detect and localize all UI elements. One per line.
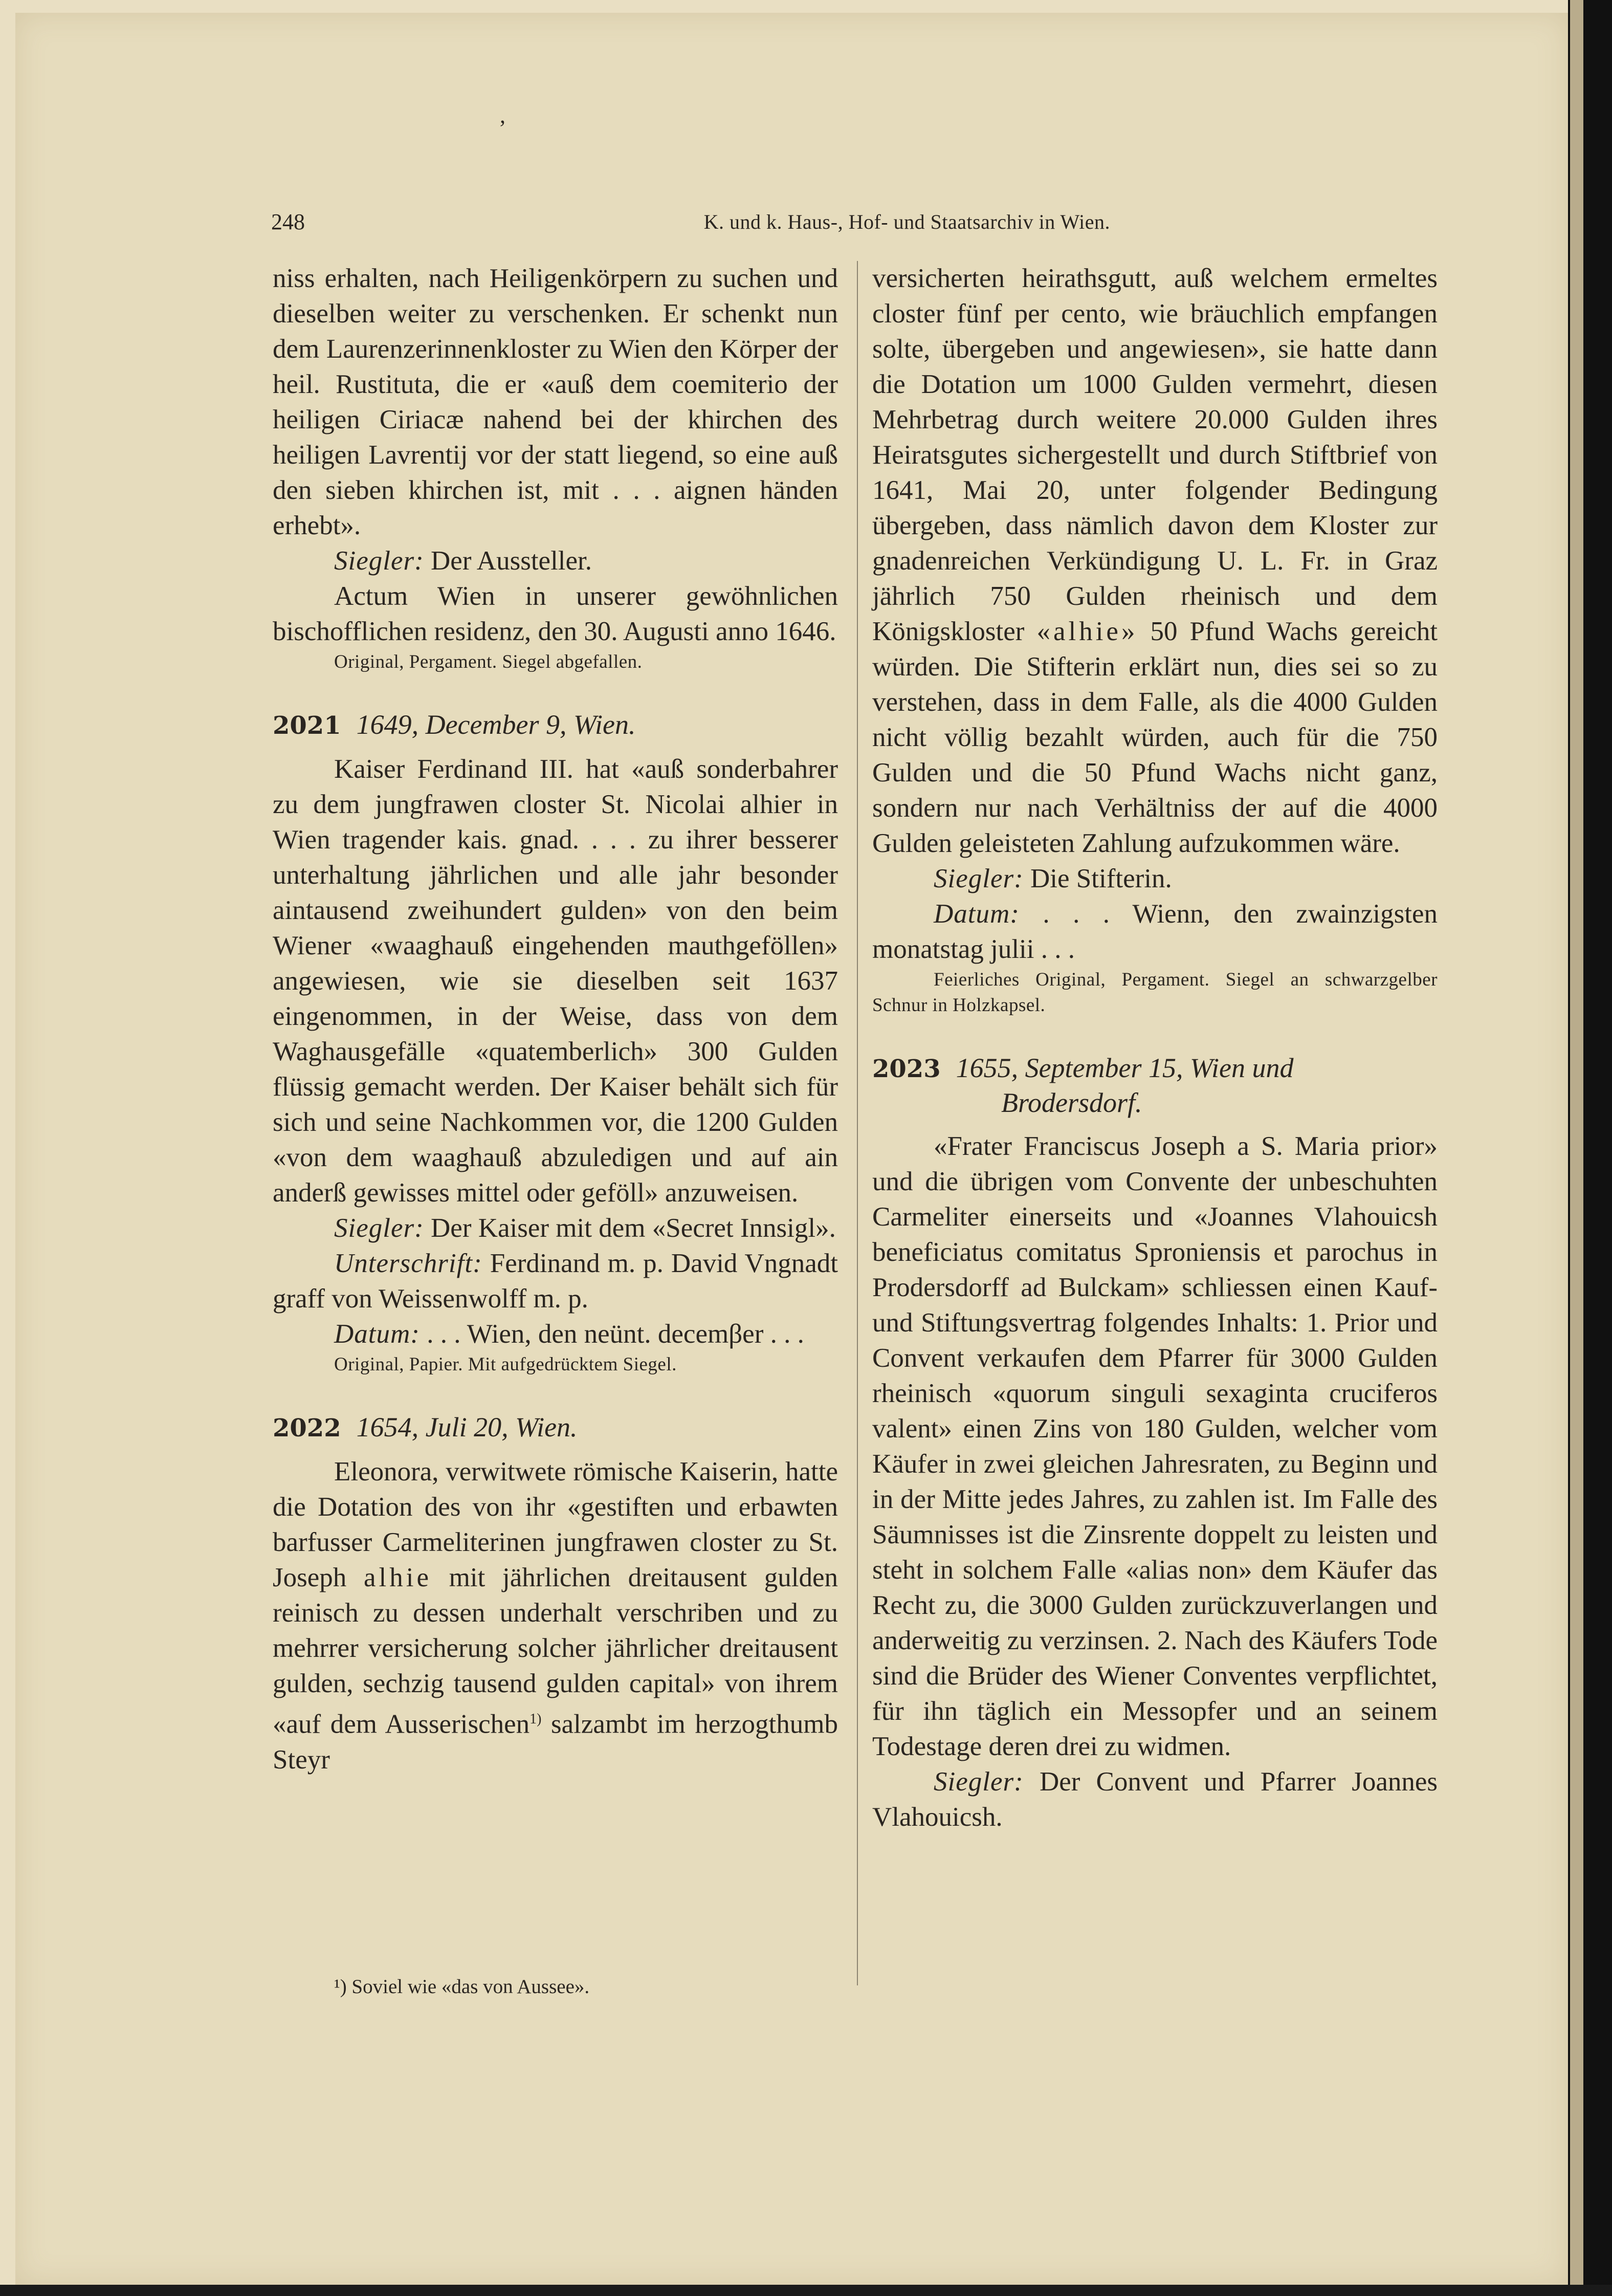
actum-paragraph: Actum Wien in unserer gewöhnlichen bischofflichen residenz, den 30. Augusti anno 1646. <box>273 581 838 646</box>
body-part: Eleonora, verwitwete römische Kaiserin, hatte die Dotation des von ihr «gestiften und erbawten barfusser Carmeliterinen jungfrawen closter zu St. Joseph <box>273 1457 838 1592</box>
continued-paragraph <box>872 261 1438 861</box>
entry-heading-2021 <box>273 708 838 742</box>
datum-label: Datum: <box>934 899 1020 929</box>
scan-edge-right <box>1568 0 1612 2296</box>
datum-line <box>273 1317 838 1352</box>
siegler-label: Siegler: <box>334 546 424 576</box>
siegler-line <box>872 861 1438 896</box>
header-title: K. und k. Haus-, Hof- und Staatsarchiv in Wien. <box>703 210 1110 233</box>
stray-mark: , <box>500 103 505 128</box>
datum-label: Datum: <box>334 1319 420 1349</box>
siegler-label: Siegler: <box>934 864 1024 893</box>
archival-note: Feierliches Original, Pergament. Siegel an schwarzgelber Schnur in Holzkapsel. <box>872 969 1438 1016</box>
siegler-text: Der Kaiser mit dem «Secret Innsigl». <box>431 1213 836 1243</box>
right-column <box>872 261 1438 1835</box>
entry-date: 1649, December 9, Wien. <box>356 709 636 740</box>
entry-body <box>273 1454 838 1778</box>
datum-text: . . . Wienn, den zwainzigsten monatstag julii . . . <box>872 899 1438 964</box>
entry-number: 2021 <box>273 711 341 740</box>
siegler-line <box>273 1211 838 1246</box>
spaced-word: alhie <box>363 1563 432 1592</box>
unterschrift-line <box>273 1246 838 1317</box>
siegler-label: Siegler: <box>334 1213 424 1243</box>
entry-body: «Frater Franciscus Joseph a S. Maria prior» und die übrigen vom Convente der unbeschuhten Carmeliter einerseits und «Joannes Vlahouicsh beneficiatus comitatus Sproniensis et parochus in Prodersdorff ad Bulckam» schliessen einen Kauf- und Stiftungsvertrag folgendes Inhalts: 1. Prior und Convent verkaufen dem Pfarrer für 3000 Gulden rheinisch «quorum singuli sexaginta cruciferos valent» einen Zins von 180 Gulden, welcher vom Käufer in zwei gleichen Jahresraten, zu Beginn und in der Mitte jedes Jahres, zu zahlen ist. Im Falle des Säumnisses ist die Zinsrente doppelt zu leisten und steht in solchem Falle «alias non» dem Käufer das Recht zu, die 3000 Gulden zurückzuverlangen und anderweitig zu verzinsen. 2. Nach des Käufers Tode sind die Brüder des Wiener Conventes verpflichtet, für ihn täglich ein Messopfer und an seinem Todestage deren drei zu widmen. <box>872 1131 1438 1761</box>
siegler-text: Der Convent und Pfarrer Joannes Vlahouicsh. <box>872 1767 1438 1832</box>
siegler-label: Siegler: <box>934 1767 1024 1797</box>
continued-paragraph: niss erhalten, nach Heiligenkörpern zu suchen und dieselben weiter zu verschenken. Er schenkt nun dem Laurenzerinnenkloster zu Wien den Körper der heil. Rustituta, die er «auß dem coemiterio der heiligen Ciriacæ nahend bei der khirchen des heiligen Lavrentij vor der statt liegend, so eine auß den sieben khirchen ist, mit . . . aignen händen erhebt». <box>273 264 838 540</box>
datum-text: . . . Wien, den neünt. decemβer . . . <box>427 1319 804 1349</box>
body-part: versicherten heirathsgutt, auß welchem ermeltes closter fünf per cento, wie bräuchlich empfangen solte, übergeben und angewiesen», sie hatte dann die Dotation um 1000 Gulden vermehrt, diesen Mehrbetrag durch weitere 20.000 Gulden ihres Heiratsgutes sichergestellt und durch Stiftbrief von 1641, Mai 20, unter folgender Bedingung übergeben, dass nämlich davon dem Kloster zur gnadenreichen Verkündigung U. L. Fr. in Graz jährlich 750 Gulden rheinisch und dem Königskloster <box>872 264 1438 646</box>
siegler-text: Die Stifterin. <box>1030 864 1172 893</box>
unterschrift-text: Ferdinand m. p. David Vngnadt graff von Weissenwolff m. p. <box>273 1249 838 1314</box>
entry-number: 2023 <box>872 1055 941 1083</box>
left-column <box>273 261 838 1778</box>
entry-date: 1655, September 15, Wien und <box>956 1053 1294 1083</box>
entry-body: Kaiser Ferdinand III. hat «auß sonderbahrer zu dem jungfrawen closter St. Nicolai alhier in Wien tragender kais. gnad. . . . zu ihrer besserer unterhaltung jährlichen und alle jahr besonder aintausend zweihundert gulden» von den beim Wiener «waaghauß eingehenden mauthgeföllen» angewiesen, wie sie dieselben seit 1637 eingenommen, in der Weise, dass von dem Waghausgefälle «quatemberlich» 300 Gulden flüssig gemacht werden. Der Kaiser behält sich für sich und seine Nachkommen vor, die 1200 Gulden «von dem waaghauß abzuledigen und auf ain anderß gewisses mittel oder geföll» anzuweisen. <box>273 754 838 1208</box>
scan-edge-bottom <box>0 2285 1612 2296</box>
body-part: mit jährlichen dreitausent gulden reinisch zu dessen underhalt verschriben und zu mehrrer versicherung solcher jährlicher dreitausent gulden, sechzig tausend gulden capital» von ihrem «auf dem Ausserischen <box>273 1563 838 1739</box>
body-part: 50 Pfund Wachs gereicht würden. Die Stifterin erklärt nun, dies sei so zu verstehen, dass in dem Falle, als die 4000 Gulden nicht völlig bezahlt würden, auch für die 750 Gulden und die 50 Pfund Wachs nicht ganz, sondern nur nach Verhältniss der auf die 4000 Gulden geleisteten Zahlung aufzukommen wäre. <box>872 617 1438 858</box>
archival-note: Original, Pergament. Siegel abgefallen. <box>334 651 643 672</box>
archival-note: Original, Papier. Mit aufgedrücktem Siegel. <box>334 1354 677 1375</box>
entry-heading-2022 <box>273 1410 838 1445</box>
unterschrift-label: Unterschrift: <box>334 1249 482 1278</box>
entry-number: 2022 <box>273 1414 341 1442</box>
body-part: salzambt im herzogthumb Steyr <box>273 1709 838 1775</box>
entry-date: 1654, Juli 20, Wien. <box>356 1412 578 1442</box>
siegler-line <box>273 543 838 579</box>
page-number: 248 <box>271 209 305 234</box>
spaced-word: «alhie» <box>1036 617 1138 646</box>
datum-line <box>872 896 1438 967</box>
footnote-ref: 1) <box>529 1711 542 1727</box>
siegler-line <box>872 1764 1438 1835</box>
entry-heading-2023 <box>872 1051 1438 1120</box>
entry-date-cont: Brodersdorf. <box>1001 1087 1142 1118</box>
adjacent-page-strip <box>1570 0 1583 2296</box>
column-divider <box>857 261 858 1985</box>
running-header <box>271 209 1110 239</box>
siegler-text: Der Aussteller. <box>431 546 592 576</box>
footnote: ¹) Soviel wie «das von Aussee». <box>334 1976 590 1998</box>
